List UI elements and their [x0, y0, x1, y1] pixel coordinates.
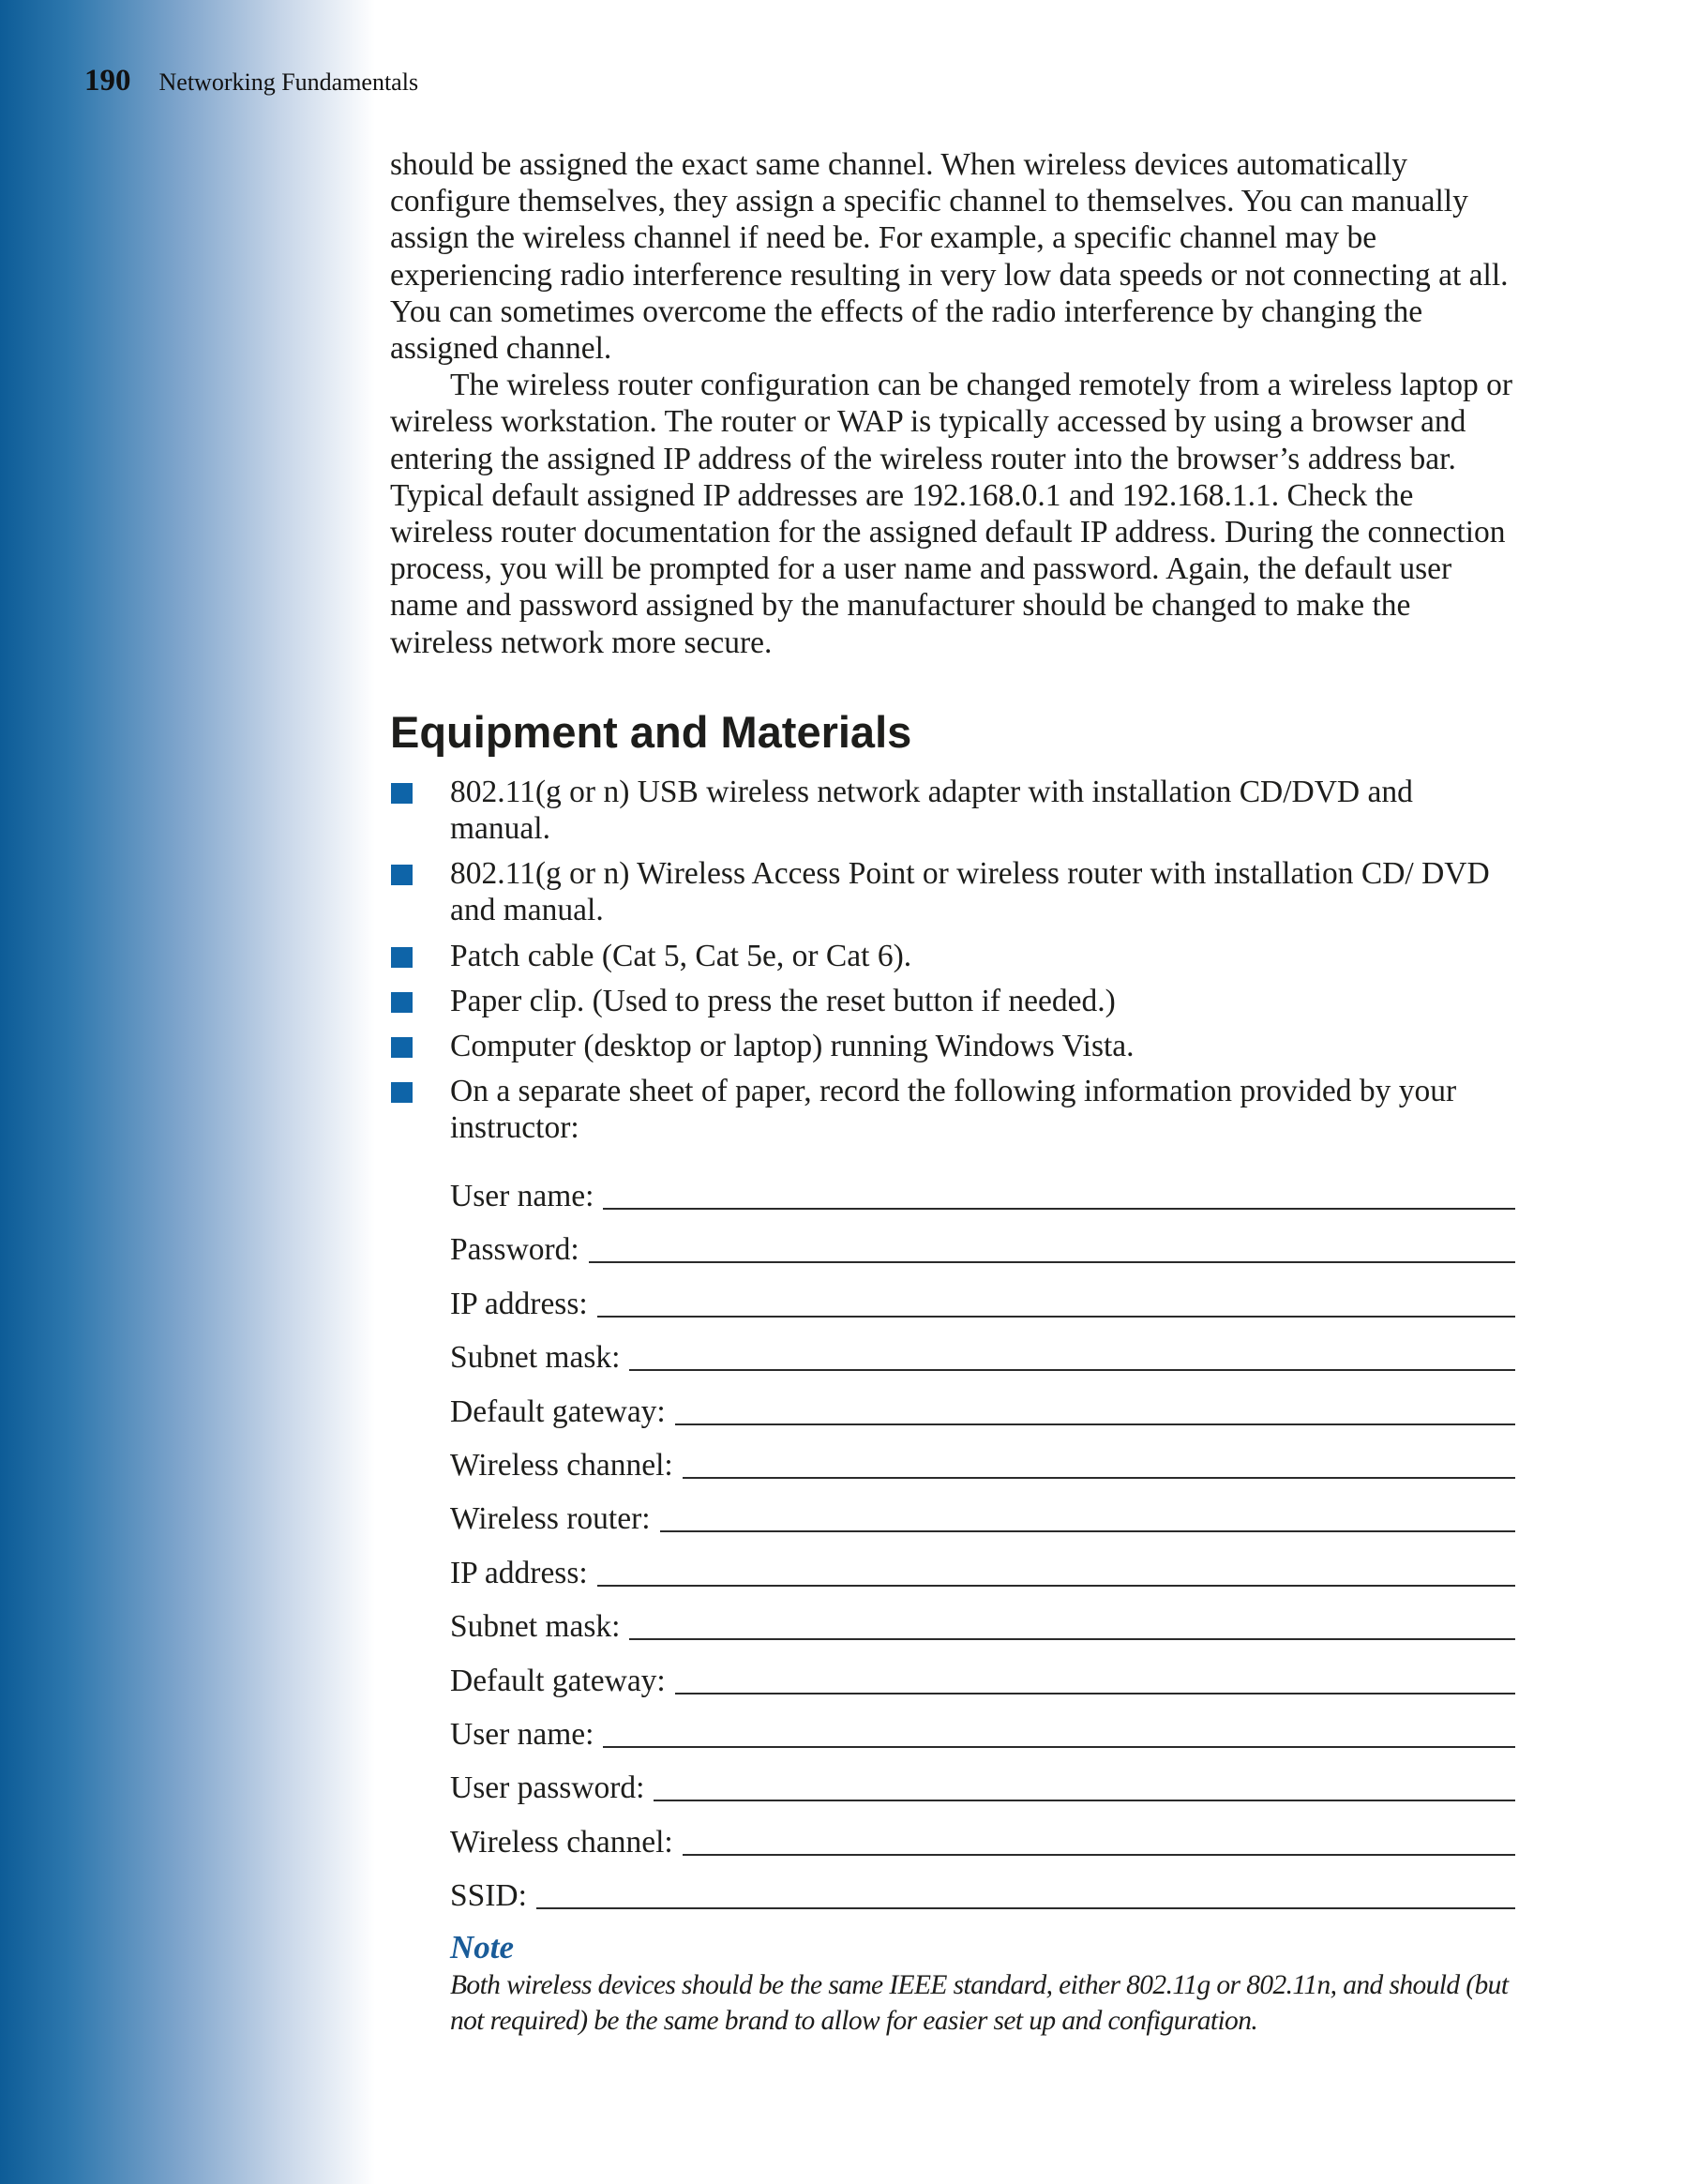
blank-line [654, 1800, 1515, 1801]
form-line-wireless-channel [450, 1431, 1515, 1484]
section-heading: Equipment and Materials [390, 706, 912, 757]
form-line-router-wireless-channel [450, 1807, 1515, 1860]
list-item-text: Patch cable (Cat 5, Cat 5e, or Cat 6). [450, 938, 912, 973]
record-form [450, 1162, 1515, 1915]
blank-line [597, 1585, 1515, 1587]
form-label: Wireless channel: [450, 1824, 673, 1860]
book-title: Networking Fundamentals [158, 68, 419, 96]
list-item-text: Paper clip. (Used to press the reset button if needed.) [450, 983, 1116, 1018]
list-item [390, 1028, 1515, 1064]
blank-line [597, 1316, 1515, 1318]
form-label: User name: [450, 1179, 594, 1214]
list-item-text: 802.11(g or n) Wireless Access Point or wireless router with installation CD/ DVD and manual. [450, 856, 1490, 928]
list-item [390, 855, 1515, 928]
form-label: Password: [450, 1232, 579, 1268]
form-label: IP address: [450, 1286, 588, 1321]
square-bullet-icon [391, 1037, 413, 1058]
square-bullet-icon [391, 783, 413, 804]
note-heading: Note [450, 1929, 515, 1966]
equipment-list [390, 774, 1515, 1147]
list-item-text: Computer (desktop or laptop) running Windows Vista. [450, 1029, 1135, 1064]
blank-line [603, 1208, 1515, 1210]
blank-line [675, 1423, 1515, 1425]
square-bullet-icon [391, 947, 413, 968]
note-box [450, 1928, 1515, 2039]
blank-line [589, 1261, 1515, 1263]
form-label: IP address: [450, 1555, 588, 1590]
square-bullet-icon [391, 1082, 413, 1103]
form-line-password [450, 1215, 1515, 1269]
form-label: Subnet mask: [450, 1340, 621, 1376]
form-label: Default gateway: [450, 1663, 666, 1698]
form-label: User name: [450, 1716, 594, 1752]
form-line-router-user-name [450, 1700, 1515, 1754]
blank-line [675, 1693, 1515, 1694]
list-item [390, 774, 1515, 847]
blank-line [683, 1854, 1515, 1856]
body-paragraph: The wireless router configuration can be changed remotely from a wireless laptop or wireless workstation. The router or WAP is typically accessed by using a browser and entering the assigned IP address of the wireless router into the browser’s address bar. Typical default assigned IP addresses are 192.168.0.1 and 192.168.1.1. Check the wireless router documentation for the assigned default IP address. During the connection process, you will be prompted for a user name and password. Again, the default user name and password assigned by the manufacturer should be changed to make the wireless network more secure. [390, 368, 1512, 660]
blank-line [603, 1746, 1515, 1748]
form-line-router-subnet-mask [450, 1592, 1515, 1646]
blank-line [683, 1477, 1515, 1479]
list-item [390, 1073, 1515, 1146]
form-line-wireless-router [450, 1484, 1515, 1538]
list-item-text: On a separate sheet of paper, record the following information provided by your instructor: [450, 1074, 1457, 1146]
form-line-router-default-gateway [450, 1646, 1515, 1699]
list-item [390, 938, 1515, 974]
form-line-router-ip-address [450, 1538, 1515, 1591]
form-label: Wireless channel: [450, 1448, 673, 1484]
page-content [390, 146, 1515, 2039]
page-number: 190 [84, 64, 131, 98]
form-line-subnet-mask [450, 1323, 1515, 1377]
square-bullet-icon [391, 992, 413, 1013]
note-text: Both wireless devices should be the same IEEE standard, either 802.11g or 802.11n, and should (but not required) be the same brand to allow for easier set up and configuration. [450, 1970, 1509, 2037]
form-line-ssid [450, 1861, 1515, 1915]
form-line-user-password [450, 1754, 1515, 1807]
blank-line [660, 1530, 1515, 1532]
form-label: Wireless router: [450, 1501, 651, 1537]
form-label: Subnet mask: [450, 1609, 621, 1645]
blank-line [629, 1638, 1515, 1640]
form-label: SSID: [450, 1878, 527, 1914]
form-line-user-name [450, 1162, 1515, 1215]
blank-line [536, 1907, 1515, 1909]
list-item [390, 983, 1515, 1019]
list-item-text: 802.11(g or n) USB wireless network adapter with installation CD/DVD and manual. [450, 774, 1413, 847]
body-paragraph: should be assigned the exact same channel. When wireless devices automatically configure themselves, they assign a specific channel to themselves. You can manually assign the wireless channel if need be. For example, a specific channel may be experiencing radio interference resulting in very low data speeds or not connecting at all. You can sometimes overcome the effects of the radio interference by changing the assigned channel. [390, 147, 1509, 367]
form-label: User password: [450, 1770, 645, 1806]
square-bullet-icon [391, 865, 413, 885]
form-label: Default gateway: [450, 1393, 666, 1429]
blank-line [629, 1369, 1515, 1371]
running-head [84, 64, 418, 105]
margin-color-band [0, 0, 375, 2184]
form-line-default-gateway [450, 1377, 1515, 1430]
form-line-ip-address [450, 1269, 1515, 1322]
